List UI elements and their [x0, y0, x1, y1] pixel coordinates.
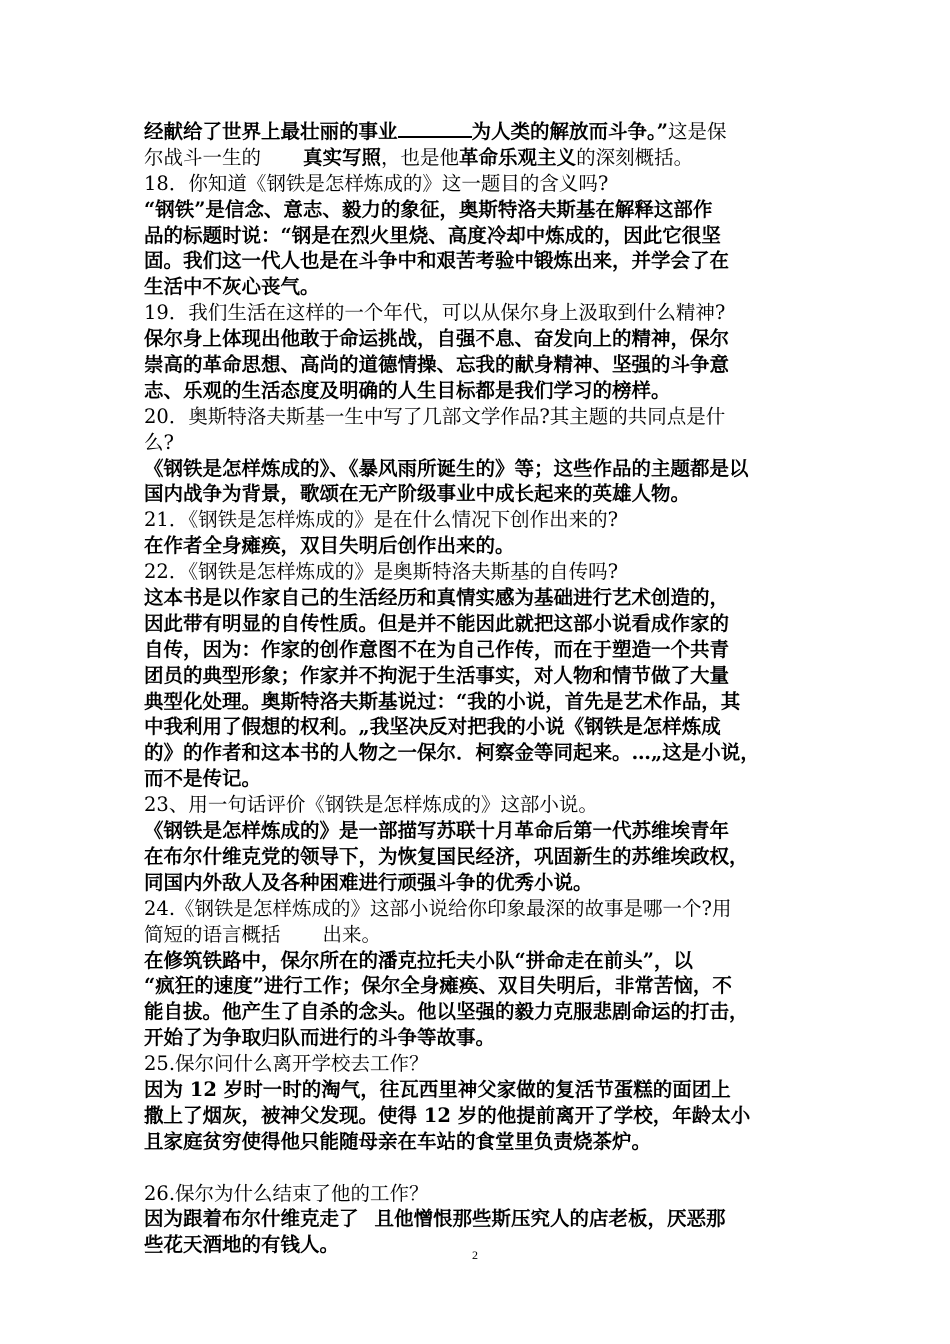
- answer-24-line: “疯狂的速度”进行工作；保尔全身瘫痪、双目失明后，非常苦恼，不: [144, 974, 732, 998]
- question-20-line: 么?: [144, 430, 174, 454]
- question-19: 19．我们生活在这样的一个年代，可以从保尔身上汲取到什么精神?: [144, 301, 726, 325]
- answer-22-line: 的》的作者和这本书的人物之一保尔．柯察金等同起来。…„这是小说，: [144, 741, 760, 765]
- intro-text: 真实写照: [303, 145, 382, 169]
- answer-text: 且他憎恨那些斯压究人的店老板，厌恶那: [374, 1207, 726, 1231]
- answer-23-line: 在布尔什维克党的领导下，为恢复国民经济，巩固新生的苏维埃政权，: [144, 844, 749, 868]
- answer-18-line: “钢铁”是信念、意志、毅力的象征，奥斯特洛夫斯基在解释这部作: [144, 197, 713, 221]
- answer-26-line-2: 些花天酒地的有钱人。: [144, 1233, 340, 1257]
- answer-18-line: 生活中不灰心丧气。: [144, 275, 320, 299]
- blank-line: [144, 1155, 820, 1181]
- answer-25-line: 因为 12 岁时一时的淘气，往瓦西里神父家做的复活节蛋糕的面团上: [144, 1077, 731, 1101]
- page-number: 2: [472, 1248, 478, 1262]
- question-24-line-2: [144, 922, 820, 948]
- answer-25-line: 撒上了烟灰，被神父发现。使得 12 岁的他提前离开了学校，年龄太小: [144, 1103, 751, 1127]
- question-text: 简短的语言概括: [144, 922, 281, 946]
- answer-22-line: 这本书是以作家自己的生活经历和真情实感为基础进行艺术创造的，: [144, 586, 730, 610]
- question-23: 23、用一句话评价《钢铁是怎样炼成的》这部小说。: [144, 793, 598, 817]
- question-26: 26.保尔为什么结束了他的工作？: [144, 1181, 429, 1205]
- answer-22-line: 团员的典型形象；作家并不拘泥于生活事实，对人物和情节做了大量: [144, 663, 730, 687]
- answer-text: 因为跟着布尔什维克走了: [144, 1207, 359, 1231]
- answer-18-line: 品的标题时说：“钢是在烈火里烧、高度冷却中炼成的，因此它很坚: [144, 223, 721, 247]
- answer-22-line: 中我利用了假想的权利。„我坚决反对把我的小说《钢铁是怎样炼成: [144, 715, 721, 739]
- question-22: 22．《钢铁是怎样炼成的》是奥斯特洛夫斯基的自传吗?: [144, 560, 619, 584]
- answer-22-line: 典型化处理。奥斯特洛夫斯基说过：“我的小说，首先是艺术作品，其: [144, 689, 741, 713]
- intro-text: 这是保: [667, 120, 727, 143]
- answer-20-line: 国内战争为背景，歌颂在无产阶级事业中成长起来的英雄人物。: [144, 482, 691, 506]
- intro-line-1: [144, 119, 820, 145]
- answer-23-line: 同国内外敌人及各种困难进行顽强斗争的优秀小说。: [144, 870, 593, 894]
- question-21: 21．《钢铁是怎样炼成的》是在什么情况下创作出来的?: [144, 508, 619, 532]
- answer-22-line: 自传，因为：作家的创作意图不在为自己作传，而在于塑造一个共青: [144, 637, 730, 661]
- document-body: [144, 119, 820, 1258]
- question-24-line-1: 24.《钢铁是怎样炼成的》这部小说给你印象最深的故事是哪一个?用: [144, 896, 732, 920]
- question-text: 出来。: [322, 922, 382, 946]
- intro-text: ，也是他: [381, 145, 460, 169]
- question-25: 25.保尔问什么离开学校去工作？: [144, 1052, 429, 1076]
- answer-23-line: 《钢铁是怎样炼成的》是一部描写苏联十月革命后第一代苏维埃青年: [144, 819, 730, 843]
- intro-text: 经献给了世界上最壮丽的事业: [144, 120, 398, 143]
- answer-19-line: 保尔身上体现出他敢于命运挑战，自强不息、奋发向上的精神，保尔: [144, 327, 730, 351]
- answer-21: 在作者全身瘫痪，双目失明后创作出来的。: [144, 534, 515, 558]
- answer-25-line: 且家庭贫穷使得他只能随母亲在车站的食堂里负责烧茶炉。: [144, 1129, 652, 1153]
- answer-19-line: 崇高的革命思想、高尚的道德情操、忘我的献身精神、坚强的斗争意: [144, 353, 730, 377]
- answer-24-line: 在修筑铁路中，保尔所在的潘克拉托夫小队“拼命走在前头”，以: [144, 948, 693, 972]
- answer-22-line: 因此带有明显的自传性质。但是并不能因此就把这部小说看成作家的: [144, 611, 730, 635]
- answer-24-line: 能自拔。他产生了自杀的念头。他以坚强的毅力克服悲剧命运的打击，: [144, 1000, 749, 1024]
- answer-20-line: 《钢铁是怎样炼成的》、《暴风雨所诞生的》等；这些作品的主题都是以: [144, 456, 749, 480]
- intro-line-2: [144, 145, 820, 171]
- intro-text: 尔战斗一生的: [144, 145, 262, 169]
- intro-text: 为人类的解放而斗争。”: [471, 120, 668, 143]
- answer-24-line: 开始了为争取归队而进行的斗争等故事。: [144, 1026, 496, 1050]
- answer-22-line: 而不是传记。: [144, 767, 262, 791]
- answer-18-line: 固。我们这一代人也是在斗争中和艰苦考验中锻炼出来，并学会了在: [144, 249, 730, 273]
- intro-text: 的深刻概括。: [576, 145, 694, 169]
- intro-text: 革命乐观主义: [459, 145, 577, 169]
- answer-26-line-1: [144, 1206, 820, 1232]
- fill-in-blank: [398, 119, 472, 138]
- question-20-line: 20．奥斯特洛夫斯基一生中写了几部文学作品?其主题的共同点是什: [144, 404, 726, 428]
- answer-19-line: 志、乐观的生活态度及明确的人生目标都是我们学习的榜样。: [144, 378, 671, 402]
- question-18: 18．你知道《钢铁是怎样炼成的》这一题目的含义吗?: [144, 171, 609, 195]
